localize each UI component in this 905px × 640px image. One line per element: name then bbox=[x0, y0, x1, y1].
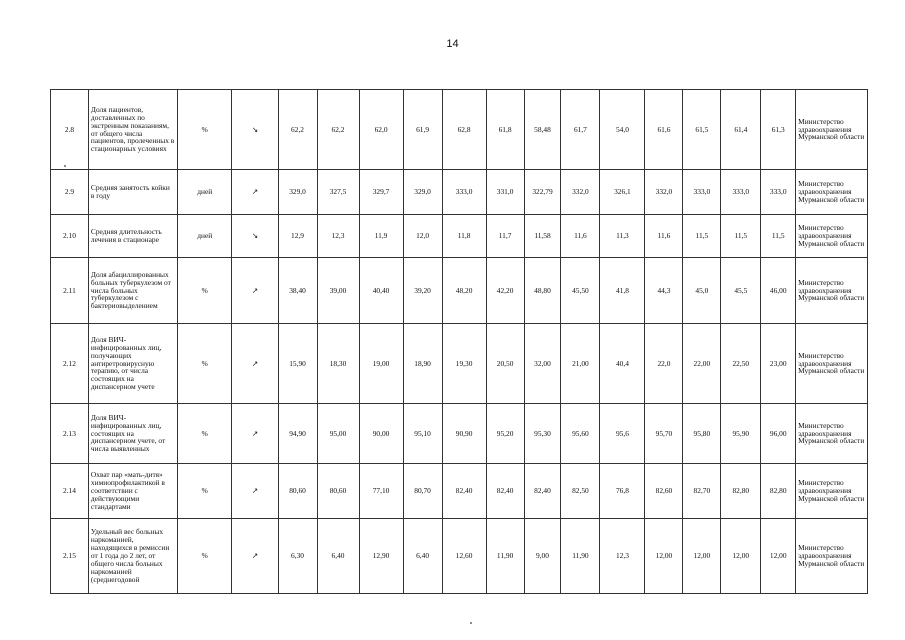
value-cell: 6,30 bbox=[278, 519, 317, 594]
value-cell: 39,20 bbox=[403, 258, 442, 324]
value-cell: 54,0 bbox=[600, 90, 645, 170]
value-cell: 19,30 bbox=[442, 324, 486, 404]
value-cell: 95,60 bbox=[561, 404, 600, 464]
value-cell: 48,20 bbox=[442, 258, 486, 324]
value-cell: 19,00 bbox=[359, 324, 403, 404]
row-number: 2.13 bbox=[51, 404, 89, 464]
value-cell: 90,90 bbox=[442, 404, 486, 464]
value-cell: 96,00 bbox=[761, 404, 796, 464]
indicator-name: Доля ВИЧ-инфицированных лиц, состоящих на диспансерном учете, от числа выявленных bbox=[88, 404, 177, 464]
trend-arrow-icon: ↗ bbox=[232, 324, 278, 404]
value-cell: 11,90 bbox=[486, 519, 524, 594]
unit-cell: % bbox=[178, 90, 232, 170]
value-cell: 333,0 bbox=[683, 170, 721, 215]
table-row bbox=[51, 90, 868, 170]
trend-arrow-icon: ↗ bbox=[232, 404, 278, 464]
value-cell: 62,8 bbox=[442, 90, 486, 170]
value-cell: 82,40 bbox=[486, 464, 524, 519]
value-cell: 95,10 bbox=[403, 404, 442, 464]
value-cell: 18,90 bbox=[403, 324, 442, 404]
table-row bbox=[51, 258, 868, 324]
value-cell: 11,7 bbox=[486, 215, 524, 258]
value-cell: 11,9 bbox=[359, 215, 403, 258]
value-cell: 20,50 bbox=[486, 324, 524, 404]
value-cell: 32,00 bbox=[524, 324, 561, 404]
unit-cell: % bbox=[178, 404, 232, 464]
value-cell: 41,8 bbox=[600, 258, 645, 324]
value-cell: 82,70 bbox=[683, 464, 721, 519]
value-cell: 23,00 bbox=[761, 324, 796, 404]
value-cell: 95,70 bbox=[645, 404, 683, 464]
value-cell: 15,90 bbox=[278, 324, 317, 404]
responsible-cell: Министерство здравоохранения Мурманской области bbox=[796, 215, 868, 258]
value-cell: 82,40 bbox=[524, 464, 561, 519]
value-cell: 95,30 bbox=[524, 404, 561, 464]
value-cell: 61,4 bbox=[721, 90, 761, 170]
row-number: 2.14 bbox=[51, 464, 89, 519]
indicator-name: Средняя занятость койки в году bbox=[88, 170, 177, 215]
unit-cell: % bbox=[178, 258, 232, 324]
value-cell: 61,8 bbox=[486, 90, 524, 170]
value-cell: 6,40 bbox=[317, 519, 359, 594]
value-cell: 22,00 bbox=[683, 324, 721, 404]
value-cell: 11,3 bbox=[600, 215, 645, 258]
value-cell: 12,60 bbox=[442, 519, 486, 594]
table-row bbox=[51, 519, 868, 594]
value-cell: 48,80 bbox=[524, 258, 561, 324]
value-cell: 11,90 bbox=[561, 519, 600, 594]
indicator-name: Доля ВИЧ-инфицированных лиц, получающих антиретровирусную терапию, от числа состоящих на диспансерном учете bbox=[88, 324, 177, 404]
unit-cell: % bbox=[178, 324, 232, 404]
value-cell: 61,7 bbox=[561, 90, 600, 170]
value-cell: 11,6 bbox=[645, 215, 683, 258]
value-cell: 12,00 bbox=[721, 519, 761, 594]
value-cell: 62,0 bbox=[359, 90, 403, 170]
value-cell: 12,00 bbox=[761, 519, 796, 594]
table-row bbox=[51, 324, 868, 404]
trend-arrow-icon: ↗ bbox=[232, 170, 278, 215]
trend-arrow-icon: ↗ bbox=[232, 258, 278, 324]
value-cell: 329,0 bbox=[403, 170, 442, 215]
value-cell: 90,00 bbox=[359, 404, 403, 464]
value-cell: 11,5 bbox=[721, 215, 761, 258]
value-cell: 12,00 bbox=[683, 519, 721, 594]
trend-arrow-icon: ↗ bbox=[232, 464, 278, 519]
table-row bbox=[51, 404, 868, 464]
indicator-name: Охват пар «мать-дитя» химиопрофилактикой в соответствии с действующими стандартами bbox=[88, 464, 177, 519]
value-cell: 46,00 bbox=[761, 258, 796, 324]
value-cell: 80,60 bbox=[317, 464, 359, 519]
table-row bbox=[51, 215, 868, 258]
value-cell: 12,90 bbox=[359, 519, 403, 594]
value-cell: 77,10 bbox=[359, 464, 403, 519]
value-cell: 6,40 bbox=[403, 519, 442, 594]
value-cell: 45,50 bbox=[561, 258, 600, 324]
value-cell: 332,0 bbox=[645, 170, 683, 215]
indicator-name: Удельный вес больных наркоманией, находящихся в ремиссии от 1 года до 2 лет, от общего числа больных наркоманией (среднегодовой bbox=[88, 519, 177, 594]
value-cell: 327,5 bbox=[317, 170, 359, 215]
scan-speck bbox=[64, 165, 66, 167]
value-cell: 38,40 bbox=[278, 258, 317, 324]
value-cell: 82,40 bbox=[442, 464, 486, 519]
value-cell: 333,0 bbox=[721, 170, 761, 215]
value-cell: 76,8 bbox=[600, 464, 645, 519]
row-number: 2.11 bbox=[51, 258, 89, 324]
value-cell: 95,6 bbox=[600, 404, 645, 464]
value-cell: 80,70 bbox=[403, 464, 442, 519]
value-cell: 62,2 bbox=[278, 90, 317, 170]
value-cell: 61,3 bbox=[761, 90, 796, 170]
value-cell: 82,60 bbox=[645, 464, 683, 519]
trend-arrow-icon: ↘ bbox=[232, 90, 278, 170]
value-cell: 12,00 bbox=[645, 519, 683, 594]
value-cell: 95,20 bbox=[486, 404, 524, 464]
value-cell: 62,2 bbox=[317, 90, 359, 170]
value-cell: 21,00 bbox=[561, 324, 600, 404]
value-cell: 18,30 bbox=[317, 324, 359, 404]
row-number: 2.15 bbox=[51, 519, 89, 594]
value-cell: 61,6 bbox=[645, 90, 683, 170]
value-cell: 322,79 bbox=[524, 170, 561, 215]
value-cell: 82,80 bbox=[721, 464, 761, 519]
unit-cell: % bbox=[178, 464, 232, 519]
value-cell: 12,0 bbox=[403, 215, 442, 258]
responsible-cell: Министерство здравоохранения Мурманской области bbox=[796, 170, 868, 215]
value-cell: 22,50 bbox=[721, 324, 761, 404]
row-number: 2.8 bbox=[51, 90, 89, 170]
value-cell: 82,50 bbox=[561, 464, 600, 519]
value-cell: 11,58 bbox=[524, 215, 561, 258]
value-cell: 12,3 bbox=[317, 215, 359, 258]
value-cell: 58,48 bbox=[524, 90, 561, 170]
table-row bbox=[51, 170, 868, 215]
value-cell: 22,0 bbox=[645, 324, 683, 404]
scan-speck bbox=[470, 622, 472, 624]
value-cell: 80,60 bbox=[278, 464, 317, 519]
trend-arrow-icon: ↘ bbox=[232, 215, 278, 258]
unit-cell: % bbox=[178, 519, 232, 594]
value-cell: 95,90 bbox=[721, 404, 761, 464]
value-cell: 42,20 bbox=[486, 258, 524, 324]
value-cell: 12,3 bbox=[600, 519, 645, 594]
value-cell: 95,80 bbox=[683, 404, 721, 464]
value-cell: 95,00 bbox=[317, 404, 359, 464]
value-cell: 11,5 bbox=[761, 215, 796, 258]
value-cell: 44,3 bbox=[645, 258, 683, 324]
value-cell: 329,0 bbox=[278, 170, 317, 215]
unit-cell: дней bbox=[178, 215, 232, 258]
page-number: 14 bbox=[446, 38, 459, 50]
value-cell: 61,9 bbox=[403, 90, 442, 170]
indicators-table bbox=[50, 89, 868, 594]
value-cell: 11,5 bbox=[683, 215, 721, 258]
value-cell: 61,5 bbox=[683, 90, 721, 170]
row-number: 2.12 bbox=[51, 324, 89, 404]
value-cell: 45,5 bbox=[721, 258, 761, 324]
value-cell: 331,0 bbox=[486, 170, 524, 215]
value-cell: 333,0 bbox=[761, 170, 796, 215]
indicator-name: Доля пациентов, доставленных по экстренным показаниям, от общего числа пациентов, пролеченных в стационарных условиях bbox=[88, 90, 177, 170]
value-cell: 11,8 bbox=[442, 215, 486, 258]
value-cell: 332,0 bbox=[561, 170, 600, 215]
row-number: 2.10 bbox=[51, 215, 89, 258]
responsible-cell: Министерство здравоохранения Мурманской области bbox=[796, 258, 868, 324]
value-cell: 40,40 bbox=[359, 258, 403, 324]
value-cell: 82,80 bbox=[761, 464, 796, 519]
value-cell: 12,9 bbox=[278, 215, 317, 258]
unit-cell: дней bbox=[178, 170, 232, 215]
row-number: 2.9 bbox=[51, 170, 89, 215]
trend-arrow-icon: ↗ bbox=[232, 519, 278, 594]
value-cell: 40,4 bbox=[600, 324, 645, 404]
value-cell: 333,0 bbox=[442, 170, 486, 215]
value-cell: 9,00 bbox=[524, 519, 561, 594]
value-cell: 39,00 bbox=[317, 258, 359, 324]
responsible-cell: Министерство здравоохранения Мурманской области bbox=[796, 519, 868, 594]
indicator-name: Средняя длительность лечения в стационаре bbox=[88, 215, 177, 258]
table-row bbox=[51, 464, 868, 519]
responsible-cell: Министерство здравоохранения Мурманской области bbox=[796, 90, 868, 170]
value-cell: 329,7 bbox=[359, 170, 403, 215]
responsible-cell: Министерство здравоохранения Мурманской области bbox=[796, 324, 868, 404]
value-cell: 326,1 bbox=[600, 170, 645, 215]
value-cell: 94,90 bbox=[278, 404, 317, 464]
responsible-cell: Министерство здравоохранения Мурманской области bbox=[796, 404, 868, 464]
value-cell: 45,0 bbox=[683, 258, 721, 324]
value-cell: 11,6 bbox=[561, 215, 600, 258]
responsible-cell: Министерство здравоохранения Мурманской области bbox=[796, 464, 868, 519]
indicator-name: Доля абациллированных больных туберкулезом от числа больных туберкулезом с бактериовыделением bbox=[88, 258, 177, 324]
